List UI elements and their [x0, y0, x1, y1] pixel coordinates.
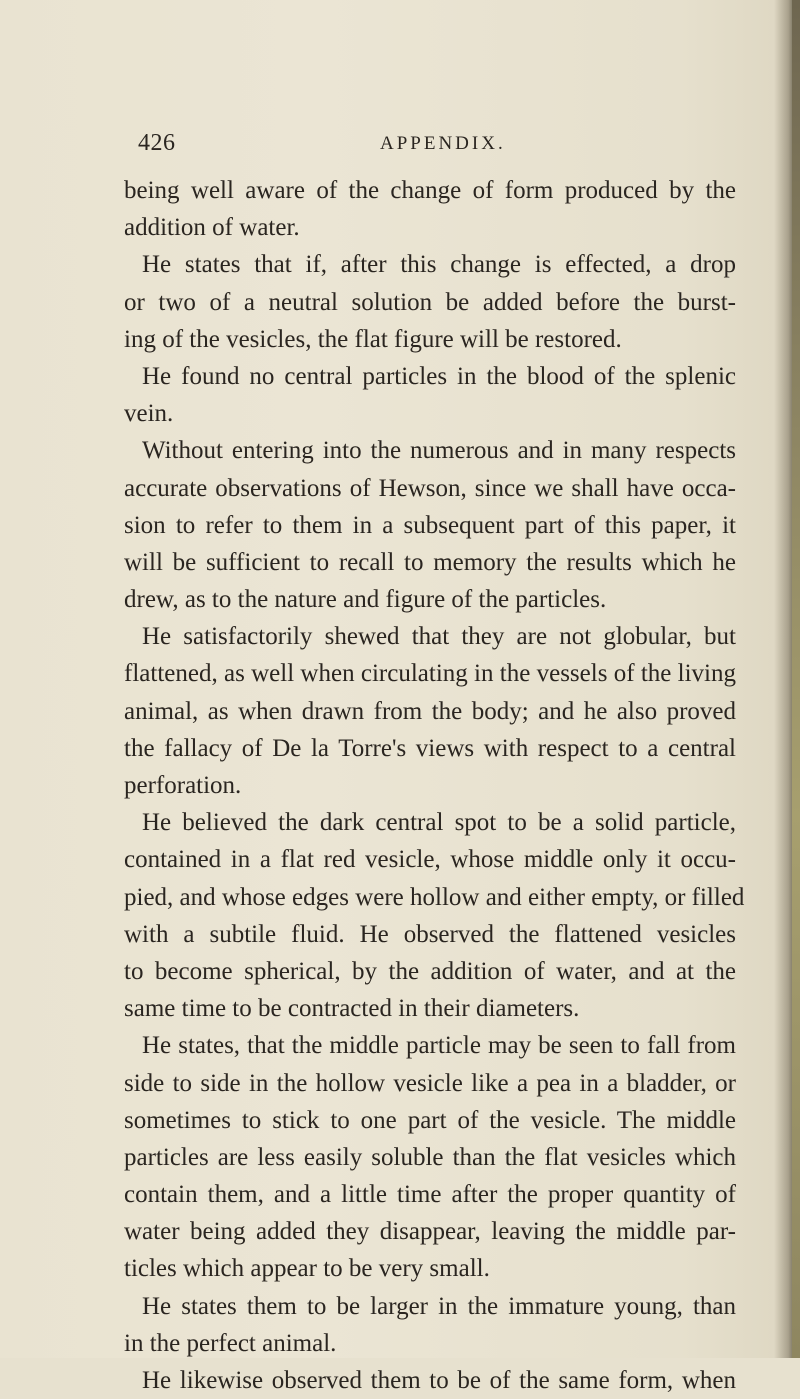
text-line: Without entering into the numerous and in many respects — [142, 437, 736, 465]
text-line: the fallacy of De la Torre's views with respect to a central — [124, 734, 736, 762]
text-line: He states, that the middle particle may be seen to fall from — [142, 1032, 736, 1060]
text-line: animal, as when drawn from the body; and he also proved — [124, 697, 736, 725]
text-line: sion to refer to them in a subsequent part of this paper, it — [124, 511, 736, 539]
text-line: He found no central particles in the blood of the splenic — [142, 362, 736, 390]
text-line: sometimes to stick to one part of the vesicle. The middle — [124, 1106, 736, 1134]
page-header — [124, 130, 730, 166]
text-line: addition of water. — [124, 214, 300, 242]
text-line: will be sufficient to recall to memory the results which he — [124, 548, 736, 576]
text-line: contain them, and a little time after the proper quantity of — [124, 1181, 736, 1209]
text-line: contained in a flat red vesicle, whose middle only it occu- — [124, 846, 736, 874]
text-line: with a subtile fluid. He observed the flattened vesicles — [124, 920, 736, 948]
text-line: or two of a neutral solution be added before the burst- — [124, 288, 736, 316]
text-line: He states them to be larger in the immature young, than — [142, 1292, 736, 1320]
page-number: 426 — [138, 130, 176, 156]
text-line: to become spherical, by the addition of water, and at the — [124, 957, 736, 985]
text-line: ing of the vesicles, the flat figure will be restored. — [124, 325, 622, 353]
text-line: He states that if, after this change is effected, a drop — [142, 251, 736, 279]
book-spine-edge — [792, 0, 800, 1358]
text-line: accurate observations of Hewson, since we shall have occa- — [124, 474, 736, 502]
text-line: water being added they disappear, leaving the middle par- — [124, 1218, 736, 1246]
body-text — [124, 172, 745, 1399]
text-line: vein. — [124, 400, 174, 428]
text-line: perforation. — [124, 772, 242, 799]
text-line: He likewise observed them to be of the same form, when — [142, 1367, 736, 1394]
text-line: pied, and whose edges were hollow and either empty, or filled — [124, 883, 745, 911]
running-head: APPENDIX. — [380, 133, 506, 154]
text-line: in the perfect animal. — [124, 1329, 337, 1357]
text-line: drew, as to the nature and figure of the particles. — [124, 586, 607, 614]
text-line: particles are less easily soluble than the flat vesicles which — [124, 1143, 736, 1171]
text-line: flattened, as well when circulating in the vessels of the living — [124, 660, 736, 688]
text-line: side to side in the hollow vesicle like a pea in a bladder, or — [124, 1069, 736, 1097]
text-line: He satisfactorily shewed that they are not globular, but — [142, 623, 736, 651]
text-line: ticles which appear to be very small. — [124, 1255, 490, 1283]
text-line: same time to be contracted in their diameters. — [124, 995, 580, 1023]
text-line: He believed the dark central spot to be a solid particle, — [142, 809, 736, 837]
text-line: being well aware of the change of form produced by the — [124, 177, 736, 204]
